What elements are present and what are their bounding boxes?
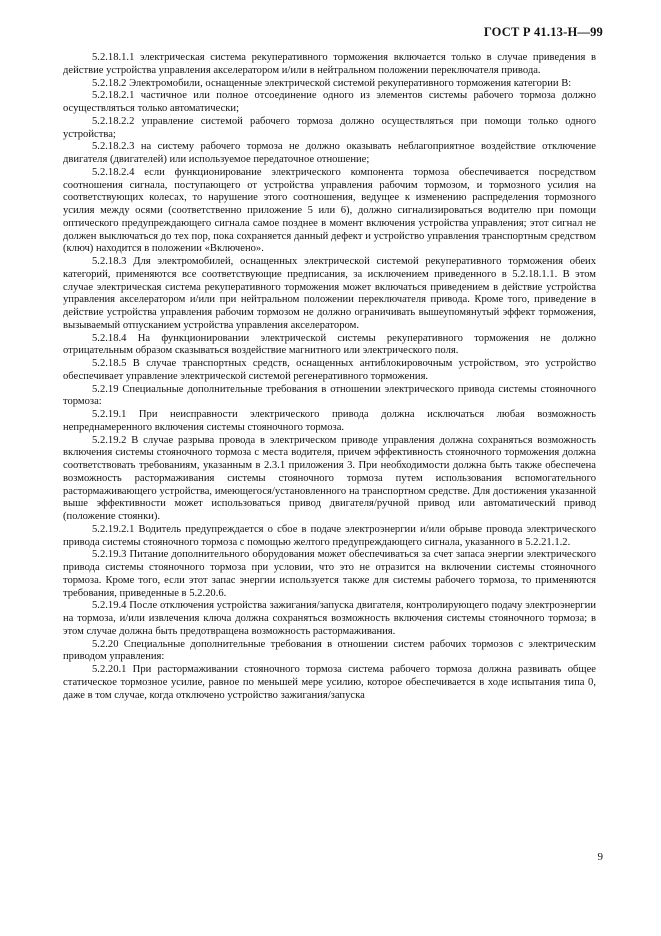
paragraph: 5.2.18.2.2 управление системой рабочего тормоза должно осуществляться при помощи только одного устройства; [63,115,596,140]
document-body [63,52,596,702]
paragraph: 5.2.19.4 После отключения устройства зажигания/запуска двигателя, контролирующего подачу электроэнергии на тормоза, и/или извлечения ключа должна сохраняться возможность включения системы стояночного тормоза; в этом случае должна быть предотвращена возможность растормaживания. [63,600,596,637]
paragraph: 5.2.19.2.1 Водитель предупреждается о сбое в подаче электроэнергии и/или обрыве провода электрического привода системы стояночного тормоза с помощью желтого предупреждающего сигнала, указанного в 5.2.21.1.2. [63,523,596,548]
paragraph: 5.2.18.2.3 на систему рабочего тормоза не должно оказывать неблагоприятное воздействие отключение двигателя (двигателей) или используемое передаточное отношение; [63,141,596,165]
paragraph: 5.2.18.2.4 если функционирование электрического компонента тормоза обеспечивается посредством соотношения сигнала, поступающего от устройства управления рабочим тормозом, и тормозного усилия на соответствующих колесах, то нарушение этого соотношения, ведущее к изменению распределения тормозного усилия между осями (соответственно приложение 5 или 6), должно сигнализироваться водителю при помощи оптического предупреждающего сигнала самое позднее в момент включения устройства управления; этот сигнал не должен выключаться до тех пор, пока сохраняется данный дефект и устройство управления транспортным средством (ключ) находится в положении «Включено». [63,166,596,255]
paragraph: 5.2.18.1.1 электрическая система рекуперативного торможения включается только в случае приведения в действие устройства управления акселератором и/или в нейтральном положении переключателя привода. [63,52,596,76]
paragraph: 5.2.18.2.1 частичное или полное отсоединение одного из элементов системы рабочего тормоза должно осуществляться только автоматически; [63,90,596,114]
document-id-header: ГОСТ Р 41.13-Н—99 [483,25,603,39]
paragraph: 5.2.20.1 При растормаживании стояночного тормоза система рабочего тормоза должна развивать общее статическое тормозное усилие, равное по меньшей мере усилию, которое обеспечивается в ходе испытания типа 0, даже в том случае, когда отключено устройство зажигания/запуска [63,664,596,701]
paragraph: 5.2.19.1 При неисправности электрического привода должна исключаться любая возможность непреднамеренного включения системы стояночного тормоза. [63,409,596,433]
paragraph: 5.2.20 Специальные дополнительные требования в отношении систем рабочих тормозов с электрическим приводом управления: [63,638,596,663]
paragraph: 5.2.18.4 На функционировании электрической системы рекуперативного торможения не должно отрицательным образом сказываться воздействие магнитного или электрического поля. [63,332,596,357]
paragraph: 5.2.18.5 В случае транспортных средств, оснащенных антиблокировочным устройством, это устройство обеспечивает управление электрической системой регенеративного торможения. [63,358,596,382]
paragraph: 5.2.18.3 Для электромобилей, оснащенных электрической системой рекуперативного торможения обеих категорий, применяются все соответствующие предписания, за исключением приведенного в 5.2.18.1.1. В этом случае электрическая система рекуперативного торможения может включаться приведением в действие устройства управления акселератором и/или при нейтральном положении переключателя привода. Кроме того, приведение в действие устройства управления рабочим тормозом не должно ограничивать вышеупомянутый эффект торможения, вызываемый отпусканием устройства управления акселератором. [63,256,596,331]
paragraph: 5.2.18.2 Электромобили, оснащенные электрической системой рекуперативного торможения категории В: [92,77,572,89]
page-number: 9 [597,851,603,863]
paragraph: 5.2.19 Специальные дополнительные требования в отношении электрического привода системы стояночного тормоза: [63,383,596,408]
paragraph: 5.2.19.2 В случае разрыва провода в электрическом приводе управления должна сохраняться возможность включения системы стояночного тормоза с места водителя, причем эффективность стояночного торможения должна соответствовать требованиям, указанным в 2.3.1 приложения 3. При необходимости должна быть также обеспечена возможность растормаживания системы стояночного тормоза путем использования вспомогательного растормаживающего устройства, имеющегося/установленного на транспортном средстве. Для достижения указанной выше эффективности может использоваться привод двигателя/ручной привод или автоматический привод (положение стоянки). [63,434,596,522]
paragraph: 5.2.19.3 Питание дополнительного оборудования может обеспечиваться за счет запаса энергии электрического привода системы стояночного тормоза при условии, что это не отразится на включении системы стояночного тормоза. Кроме того, если этот запас энергии используется также для системы рабочего тормоза, то применяются требования, приведенные в 5.2.20.6. [63,549,596,599]
